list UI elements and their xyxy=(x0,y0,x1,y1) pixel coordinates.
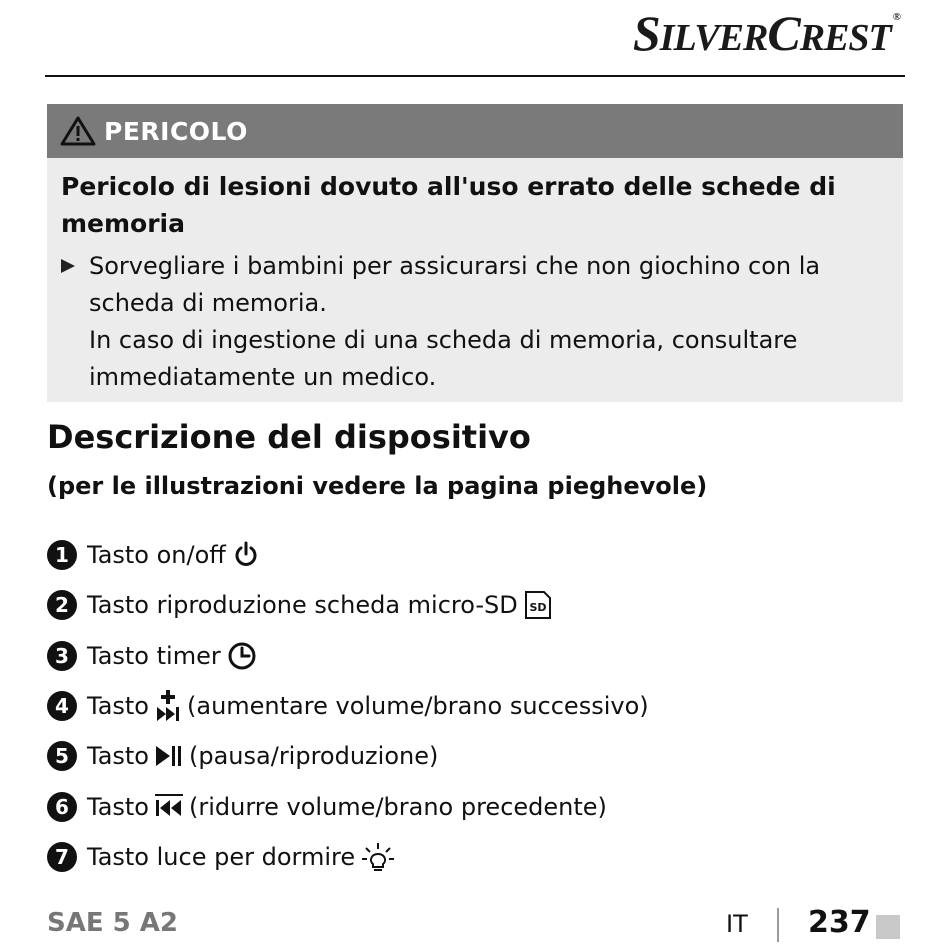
list-item xyxy=(47,681,649,731)
item-number: 7 xyxy=(47,842,77,872)
item-number: 2 xyxy=(47,590,77,620)
warning-bullet-text xyxy=(89,248,893,396)
power-icon xyxy=(232,541,260,569)
list-item xyxy=(47,832,649,882)
item-label: Tasto on/off xyxy=(87,541,226,570)
section-title: Descrizione del dispositivo xyxy=(47,418,531,456)
brand-logo xyxy=(633,4,900,62)
item-description: (aumentare volume/brano successivo) xyxy=(187,692,649,721)
list-item xyxy=(47,530,649,580)
warning-text-2: In caso di ingestione di una scheda di memoria, consultare immediatamente un medico. xyxy=(89,326,798,391)
item-label: Tasto timer xyxy=(87,641,221,670)
item-description: (pausa/riproduzione) xyxy=(189,742,439,771)
list-item xyxy=(47,731,649,781)
item-number: 6 xyxy=(47,792,77,822)
clock-icon xyxy=(227,641,257,671)
section-subtitle: (per le illustrazioni vedere la pagina pieghevole) xyxy=(47,472,708,500)
footer-square xyxy=(876,915,900,939)
list-item xyxy=(47,580,649,630)
footer-language: IT xyxy=(726,910,748,938)
component-list xyxy=(47,530,649,882)
item-label: Tasto xyxy=(87,742,149,771)
brand-letters-2: REST xyxy=(799,17,891,59)
list-item xyxy=(47,781,649,831)
header-rule xyxy=(45,75,905,77)
warning-header xyxy=(47,104,903,158)
page-number: 237 xyxy=(808,905,871,940)
item-label: Tasto riproduzione scheda micro-SD xyxy=(87,591,518,620)
brand-letter: S xyxy=(632,5,660,61)
list-item xyxy=(47,631,649,681)
warning-subtitle: Pericolo di lesioni dovuto all'uso errato delle schede di memoria xyxy=(61,172,836,238)
item-number: 5 xyxy=(47,741,77,771)
item-number: 1 xyxy=(47,540,77,570)
item-label: Tasto xyxy=(87,792,149,821)
brand-letter-2: C xyxy=(767,5,800,61)
warning-text-1: Sorvegliare i bambini per assicurarsi che non giochino con la scheda di memoria. xyxy=(89,252,821,317)
item-label: Tasto luce per dormire xyxy=(87,842,356,871)
item-label: Tasto xyxy=(87,692,149,721)
play-pause-icon xyxy=(155,744,183,768)
warning-bullet xyxy=(61,248,893,396)
warning-title: PERICOLO xyxy=(104,116,248,146)
brand-letters: ILVER xyxy=(659,17,768,59)
plus-next-icon xyxy=(155,690,181,722)
warning-box xyxy=(47,104,903,402)
footer-model: SAE 5 A2 xyxy=(47,908,179,938)
warning-triangle-icon xyxy=(60,115,96,147)
item-description: (ridurre volume/brano precedente) xyxy=(189,792,607,821)
sd-card-icon xyxy=(524,590,552,620)
item-number: 4 xyxy=(47,691,77,721)
footer-separator xyxy=(777,908,779,942)
item-number: 3 xyxy=(47,641,77,671)
svg-text:SD: SD xyxy=(529,601,547,615)
light-bulb-icon xyxy=(361,842,395,872)
bullet-arrow-icon xyxy=(61,259,75,273)
registered-mark: ® xyxy=(892,11,900,23)
previous-icon xyxy=(155,794,183,820)
